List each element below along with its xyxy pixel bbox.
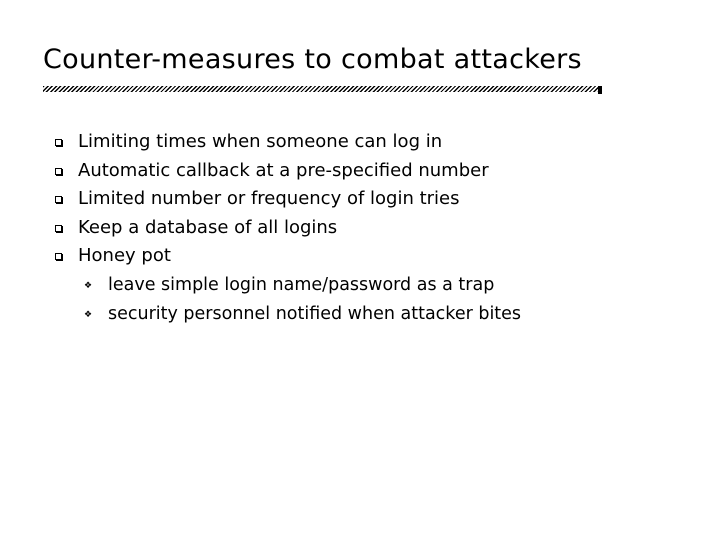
sub-bullet-item [0, 271, 521, 300]
diamond-bullet-icon: ❖ [84, 309, 93, 320]
bullet-text: Automatic callback at a pre-specified number [78, 159, 489, 181]
bullet-item [0, 128, 521, 157]
bullet-item [0, 185, 521, 214]
title-divider-end [598, 86, 602, 94]
bullet-list [0, 128, 521, 328]
square-bullet-icon [55, 139, 62, 146]
sub-bullet-item [0, 300, 521, 329]
slide-title: Counter-measures to combat attackers [43, 44, 582, 75]
bullet-item [0, 214, 521, 243]
sub-bullet-text: security personnel notified when attacker bites [108, 303, 522, 324]
square-bullet-icon [55, 196, 62, 203]
bullet-text: Limiting times when someone can log in [78, 131, 443, 152]
bullet-item [0, 157, 521, 186]
square-bullet-icon [55, 253, 62, 260]
bullet-text: Keep a database of all logins [78, 216, 338, 238]
square-bullet-icon [55, 225, 62, 232]
diamond-bullet-icon: ❖ [84, 280, 93, 291]
title-divider [43, 86, 599, 92]
sub-bullet-text: leave simple login name/password as a trap [108, 274, 495, 295]
bullet-item [0, 242, 521, 271]
square-bullet-icon [55, 168, 62, 175]
bullet-text: Honey pot [78, 245, 171, 267]
bullet-text: Limited number or frequency of login tries [78, 188, 460, 210]
